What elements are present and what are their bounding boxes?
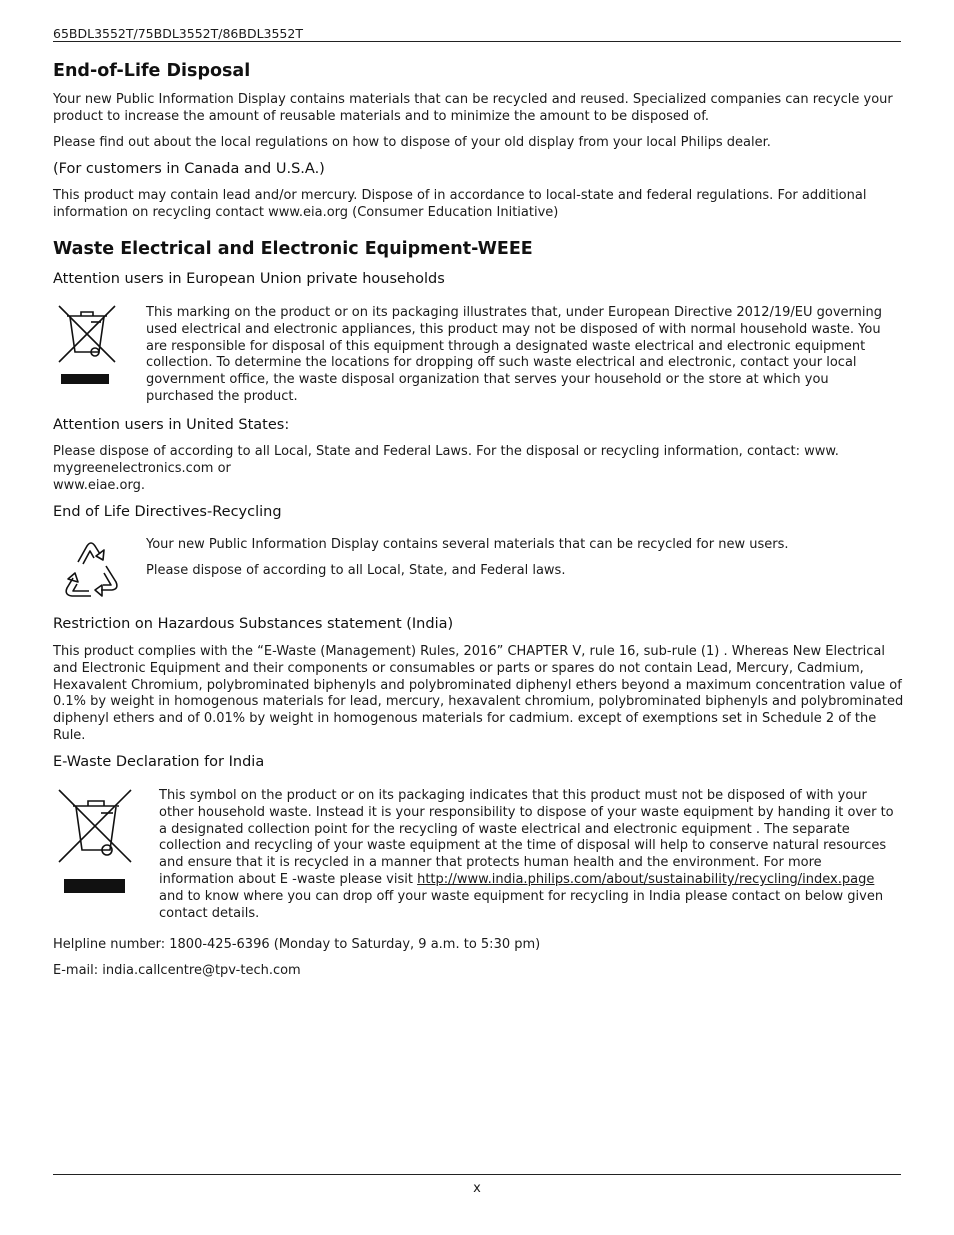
page-number: x [473, 1181, 481, 1196]
helpline-email: E-mail: india.callcentre@tpv-tech.com [53, 963, 301, 978]
weee-eu-heading: Attention users in European Union private households [53, 271, 445, 287]
helpline-number: Helpline number: 1800-425-6396 (Monday to Saturday, 9 a.m. to 5:30 pm) [53, 937, 541, 952]
ewaste-text-before-link: This symbol on the product or on its packaging indicates that this product must not be disposed of with your other household waste. Instead it is your responsibility to dispose of your waste equipment by handing it over to a designated collection point for the recycling of waste electrical and electronic equipment . The separate collection and recycling of your waste equipment at the time of disposal will help to conserve natural resources and ensure that it is recycled in a manner that protects human health and the environment. For more information about E -waste please visit [159, 788, 894, 887]
philips-recycling-link[interactable]: http://www.india.philips.com/about/sustainability/recycling/index.page [417, 871, 875, 887]
footer-divider [53, 1174, 901, 1175]
recycling-paragraph-1: Your new Public Information Display contains several materials that can be recycled for new users. [146, 537, 789, 552]
rohs-india-heading: Restriction on Hazardous Substances statement (India) [53, 616, 454, 632]
ewaste-india-text [159, 788, 895, 922]
recycle-icon [56, 536, 126, 606]
recycling-paragraph-2: Please dispose of according to all Local, State, and Federal laws. [146, 563, 566, 578]
rohs-india-text: This product complies with the “E-Waste (Management) Rules, 2016” CHAPTER V, rule 16, sub-rule (1) . Whereas New Electrical and Electronic Equipment and their components or consumables or parts or spares do not contain Lead, Mercury, Cadmium, Hexavalent Chromium, polybrominated biphenyls and polybrominated diphenyl ethers beyond a maximum concentration value of 0.1% by weight in homogenous materials for lead, mercury, hexavalent chromium, polybrominated biphenyls and polybrominated diphenyl ethers and of 0.01% by weight in homogenous materials for cadmium. except of exemptions set in Schedule 2 of the Rule. [53, 644, 904, 743]
weee-eu-text: This marking on the product or on its packaging illustrates that, under European Directive 2012/19/EU governing used electrical and electronic appliances, this product may not be disposed of with normal household waste. You are responsible for disposal of this equipment through a designated waste electrical and electronic equipment collection. To determine the locations for dropping off such waste electrical and electronic, contact your local government office, the waste disposal organization that serves your household or the store at which you purchased the product. [146, 305, 882, 404]
section-title-end-of-life: End-of-Life Disposal [53, 61, 251, 81]
weee-bin-icon [57, 302, 117, 386]
weee-us-line-2: mygreenelectronics.com or [53, 460, 231, 476]
eol-paragraph-3: This product may contain lead and/or mercury. Dispose of in accordance to local-state and federal regulations. For additional information on recycling contact www.eia.org (Consumer Education Initiative) [53, 188, 867, 220]
weee-us-line-3: www.eiae.org. [53, 477, 145, 493]
eol-paragraph-2: Please find out about the local regulations on how to dispose of your old display from your local Philips dealer. [53, 135, 771, 150]
weee-us-heading: Attention users in United States: [53, 417, 290, 433]
header-divider [53, 41, 901, 42]
section-title-weee: Waste Electrical and Electronic Equipment-WEEE [53, 239, 533, 259]
ewaste-bin-icon [57, 786, 135, 896]
ewaste-india-heading: E-Waste Declaration for India [53, 754, 265, 770]
weee-us-line-1: Please dispose of according to all Local, State and Federal Laws. For the disposal or recycling information, contact: www. [53, 444, 839, 459]
eol-paragraph-1: Your new Public Information Display contains materials that can be recycled and reused. Specialized companies can recycle your product to increase the amount of reusable materials and to minimize the amount to be disposed of. [53, 92, 893, 124]
ewaste-text-after-link: and to know where you can drop off your waste equipment for recycling in India please contact on below given contact details. [159, 888, 884, 921]
eol-subheading-canada-usa: (For customers in Canada and U.S.A.) [53, 161, 325, 177]
recycling-heading: End of Life Directives-Recycling [53, 504, 282, 520]
document-model-header: 65BDL3552T/75BDL3552T/86BDL3552T [53, 26, 303, 41]
weee-us-text [53, 444, 903, 494]
